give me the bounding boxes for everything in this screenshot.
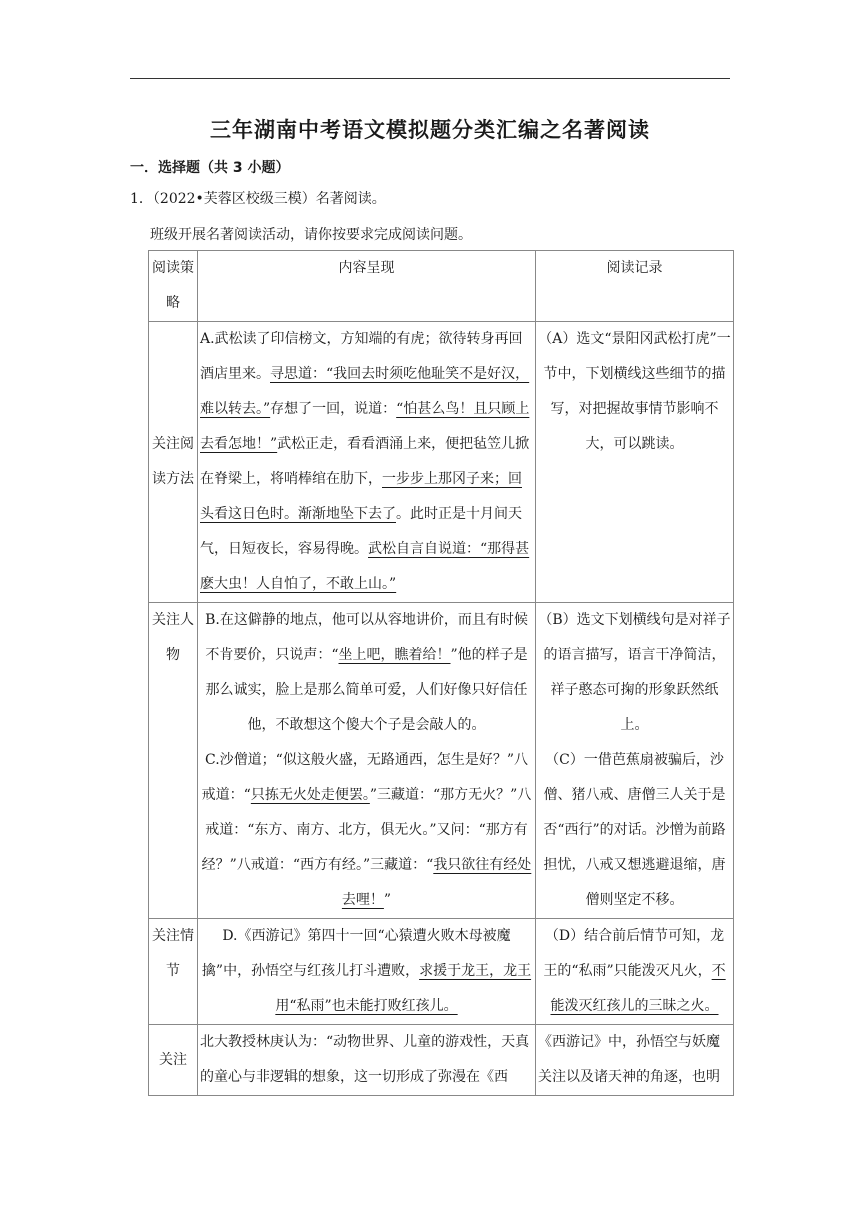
question-intro: 班级开展名著阅读活动，请你按要求完成阅读问题。 [150, 227, 472, 243]
record-text: （D）结合前后情节可知，龙王的“私雨”只能泼灭凡火， [543, 928, 725, 979]
table-header-row [149, 251, 734, 322]
content-text: A.武松读了印信榜文，方知端的有虎；欲待转身再回酒店里来。 [200, 331, 523, 382]
reading-table [148, 250, 734, 1096]
content-cell: 北大教授林庚认为：“动物世界、儿童的游戏性，天真的童心与非逻辑的想象，这一切形成了弥漫在《西 [198, 1025, 536, 1096]
content-cell [198, 322, 536, 603]
underlined-text: 我只欲往有经处去哩！ [341, 857, 532, 908]
content-text: C.沙僧道；“似这般火盛，无路通西，怎生是好？”八戒道：“ [201, 752, 528, 803]
content-text: ”他的样子是那么诚实，脸上是那么简单可爱，人们好像只好信任他，不敢想这个傻大个子是会敲人的。 [205, 647, 528, 733]
content-cell [198, 603, 536, 919]
underlined-text: 一步步上那冈子来；回头看这日色时。渐渐地坠下去了 [200, 471, 522, 522]
underlined-text: 寻思道：“我回去时须吃他耻笑不是好汉，难以转去。” [200, 366, 530, 417]
record-cell: （A）选文“景阳冈武松打虎”一节中，下划横线这些细节的描写，对把握故事情节影响不大，可以跳读。 [536, 322, 734, 603]
table-row [149, 322, 734, 603]
content-text: 存想了一回，说道： [270, 401, 397, 417]
header-rule [130, 78, 730, 79]
content-text: D.《西游记》第四十一回“心猿遭火败木母被魔擒”中，孙悟空与红孩儿打斗遭败， [201, 928, 511, 979]
content-text: 武松正走，看看酒涌上来，便把毡笠儿掀在脊梁上，将哨棒绾在肋下， [200, 436, 530, 487]
record-cell: 《西游记》中，孙悟空与妖魔关注以及诸天神的角逐，也明 [536, 1025, 734, 1096]
header-content: 内容呈现 [198, 251, 536, 322]
table-row [149, 1025, 734, 1096]
record-c: （C）一借芭蕉扇被骗后，沙僧、猪八戒、唐僧三人关于是否“西行”的对话。沙憎为前路担忧，八戒又想逃避退缩，唐僧则坚定不移。 [543, 752, 726, 908]
underlined-text: 只拣无火处走便罢。 [250, 787, 370, 803]
strategy-cell: 关注阅读方法 [149, 322, 198, 603]
underlined-text: 武松自言自说道：“那得甚麽大虫！人自怕了，不敢上山。” [200, 541, 530, 592]
page-title: 三年湖南中考语文模拟题分类汇编之名著阅读 [210, 118, 650, 142]
content-cell [198, 919, 536, 1025]
table-row [149, 919, 734, 1025]
table-row [149, 603, 734, 919]
content-text: ”三藏道：“那方无火？”八戒道：“东方、南方、北方，俱无火。”又问：“那方有经？”八戒道：“西方有经。”三藏道：“ [201, 787, 532, 873]
content-paragraph-b [200, 603, 533, 743]
content-text: B.在这僻静的地点，他可以从容地讲价，而且有时候不肯要价，只说声：“ [205, 612, 528, 663]
content-text: 。此时正是十月间天气，日短夜长，容易得晚。 [200, 506, 522, 557]
question-stem: 1．（2022•芙蓉区校级三模）名著阅读。 [130, 191, 386, 207]
record-cell [536, 919, 734, 1025]
content-paragraph-c [200, 743, 533, 918]
underlined-text: “怕甚么鸟！且只顾上去看怎地！” [200, 401, 530, 452]
strategy-cell: 关注情节 [149, 919, 198, 1025]
header-record: 阅读记录 [536, 251, 734, 322]
strategy-cell: 关注 [149, 1025, 198, 1096]
header-strategy: 阅读策略 [149, 251, 198, 322]
content-text: ” [383, 892, 392, 908]
strategy-cell: 关注人物 [149, 603, 198, 919]
underlined-text: 求援于龙王，龙王用“私雨”也未能打败红孩儿。 [275, 963, 532, 1014]
section-heading: 一．选择题（共 3 小题） [130, 160, 290, 176]
record-b: （B）选文下划横线句是对祥子的语言描写，语言干净简洁，祥子憨态可掬的形象跃然纸上。 [538, 612, 731, 733]
underlined-text: 坐上吧，瞧着给！ [338, 647, 451, 663]
record-cell [536, 603, 734, 919]
underlined-text: 不能泼灭红孩儿的三昧之火。 [550, 963, 726, 1014]
